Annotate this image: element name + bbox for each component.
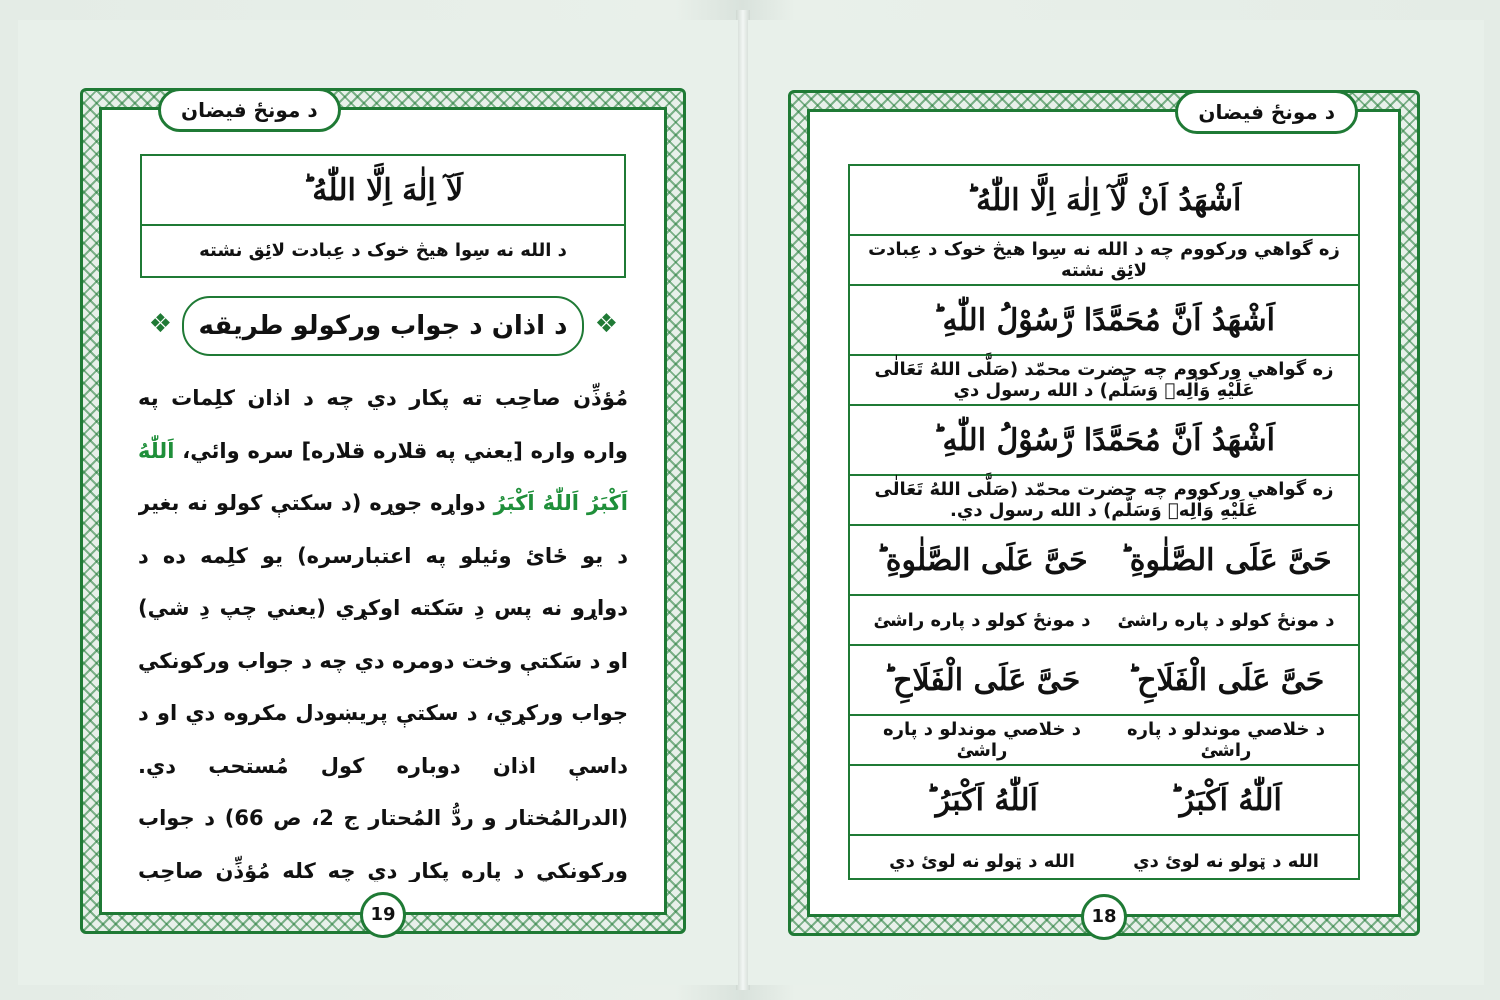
highlighted-phrase: اَللّٰهُ اَکْبَرُ اَللّٰهُ اَکْبَرُ xyxy=(138,438,628,515)
table-row-translation-pair xyxy=(850,596,1358,646)
arabic-phrase: اَللّٰهُ اَکْبَرُ ؕ xyxy=(1170,782,1282,818)
arabic-phrase: حَیَّ عَلَی الصَّلٰوةِ ؕ xyxy=(876,542,1088,578)
adhan-reply-paragraph xyxy=(138,372,628,882)
table-row-arabic-pair xyxy=(850,766,1358,836)
arabic-phrase: حَیَّ عَلَی الْفَلَاحِ ؕ xyxy=(883,662,1081,698)
table-row-translation: زه گواهي ورکووم چه حضرت محمّد (صَلَّی اللهُ تَعَالٰی عَلَيْهِ وَاٰلِهٖ وَسَلَّم) د الله رسول دي. xyxy=(850,476,1358,526)
right-page-content xyxy=(807,100,1401,927)
right-page xyxy=(748,20,1484,985)
table-row-arabic-pair xyxy=(850,526,1358,596)
left-page-number: 19 xyxy=(360,892,406,938)
paragraph-text: دواړه جوړه (د سکتې کولو نه بغير د يو ځائ وئيلو په اعتبارسره) يو کلِمه ده د دواړو نه پس دِ سَکته اوکړي (يعني چپ دِ شي) او د سَکتې وخت دومره دي چه د جواب ورکونکي جواب ورکړي، د سکتې پريښودل مکروه دي او د داسې اذان دوباره کول مُستحب دي. (الدرالمُختار و ردُّ المُحتار ج 2، ص 66) د جواب ورکونکي د پاره پکار دي چه کله مُؤذِّن صاحِب xyxy=(138,491,628,882)
table-row-translation-pair xyxy=(850,716,1358,766)
section-title-banner xyxy=(148,296,618,356)
translation-text: د مونځ کولو د پاره راشئ xyxy=(873,609,1091,631)
translation-text: د خلاصي موندلو د پاره راشئ xyxy=(883,719,1081,761)
left-page xyxy=(18,20,738,985)
translation-text: الله د ټولو نه لوئ دي xyxy=(889,850,1075,872)
right-page-border xyxy=(788,90,1420,936)
table-row-translation: زه گواهي ورکووم چه د الله نه سِوا هيڅ خوک د عِبادت لائِق نشته xyxy=(850,236,1358,286)
table-row-translation: زه گواهي ورکووم چه حضرت محمّد (صَلَّی اللهُ تَعَالٰی عَلَيْهِ وَاٰلِهٖ وَسَلَّم) د الله رسول دي xyxy=(850,356,1358,406)
arabic-phrase: حَیَّ عَلَی الصَّلٰوةِ ؕ xyxy=(1120,542,1332,578)
table-row-arabic-pair xyxy=(850,646,1358,716)
kalima-box xyxy=(140,154,626,278)
section-title: د اذان د جواب ورکولو طريقه xyxy=(198,311,568,341)
left-page-header: د مونځ فيضان xyxy=(158,88,341,132)
right-page-number: 18 xyxy=(1081,894,1127,940)
left-page-border xyxy=(80,88,686,934)
arabic-phrase: اَللّٰهُ اَکْبَرُ ؕ xyxy=(926,782,1038,818)
table-row-translation-pair xyxy=(850,836,1358,886)
kalima-translation: د الله نه سِوا هيڅ خوک د عِبادت لائِق نشته xyxy=(199,239,567,261)
translation-text: الله د ټولو نه لوئ دي xyxy=(1133,850,1319,872)
left-page-content xyxy=(99,98,667,925)
translation-text: د مونځ کولو د پاره راشئ xyxy=(1117,609,1335,631)
kalima-arabic: لَآ اِلٰهَ اِلَّا اللّٰهُ ؕ xyxy=(142,156,624,226)
table-row-arabic: اَشْهَدُ اَنَّ مُحَمَّدًا رَّسُوْلُ اللّٰهِ ؕ xyxy=(850,286,1358,356)
floral-ornament-icon: ❖ xyxy=(148,309,172,339)
paragraph-text: مُؤذِّن صاحِب ته پکار دي چه د اذان کلِمات په واره واره [يعني په قلاره قلاره] سره وائي، xyxy=(138,386,628,463)
floral-ornament-icon: ❖ xyxy=(594,309,618,339)
table-row-arabic: اَشْهَدُ اَنْ لَّآ اِلٰهَ اِلَّا اللّٰهُ ؕ xyxy=(850,166,1358,236)
table-row-arabic: اَشْهَدُ اَنَّ مُحَمَّدًا رَّسُوْلُ اللّٰهِ ؕ xyxy=(850,406,1358,476)
translation-text: د خلاصي موندلو د پاره راشئ xyxy=(1127,719,1325,761)
adhan-table xyxy=(848,164,1360,880)
arabic-phrase: حَیَّ عَلَی الْفَلَاحِ ؕ xyxy=(1127,662,1325,698)
right-page-header: د مونځ فيضان xyxy=(1175,90,1358,134)
